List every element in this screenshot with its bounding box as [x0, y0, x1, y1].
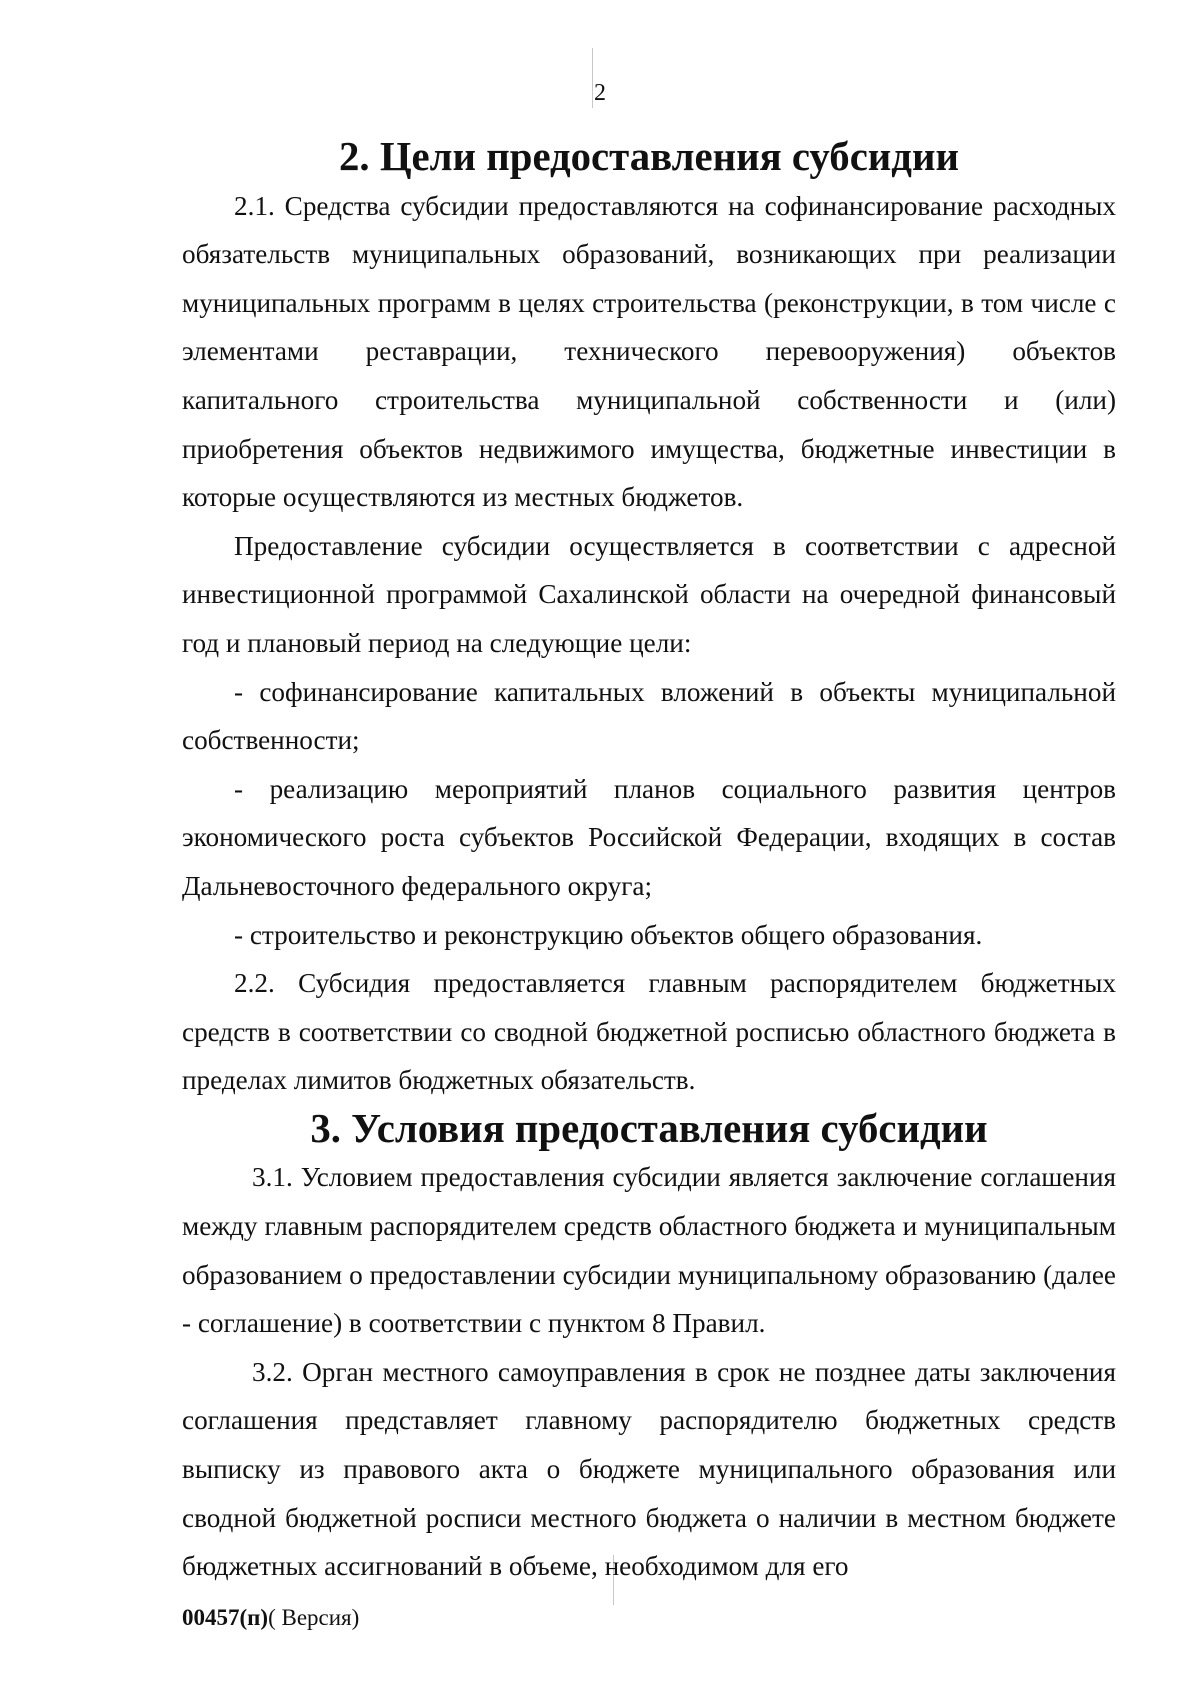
document-body — [182, 133, 1116, 1591]
list-item-cofinancing: - софинансирование капитальных вложений в объекты муниципальной собственности; — [182, 676, 1116, 756]
paragraph-provision-purposes: Предоставление субсидии осуществляется в соответствии с адресной инвестиционной программой Сахалинской области на очередной финансовый год и плановый период на следующие цели: — [182, 530, 1116, 658]
section-heading-conditions: 3. Условия предоставления субсидии — [310, 1105, 988, 1151]
paragraph-2-2: 2.2. Субсидия предоставляется главным распорядителем бюджетных средств в соответствии со сводной бюджетной росписью областного бюджета в пределах лимитов бюджетных обязательств. — [182, 968, 1116, 1096]
paragraph-3-1: 3.1. Условием предоставления субсидии является заключение соглашения между главным распорядителем средств областного бюджета и муниципальным образованием о предоставлении субсидии муниципальному образованию (далее - соглашение) в соответствии с пунктом 8 Правил. — [182, 1162, 1116, 1339]
document-footer — [182, 1605, 359, 1631]
document-code: 00457(п) — [182, 1605, 269, 1630]
document-version: ( Версия) — [268, 1605, 360, 1630]
list-item-education-construction: - строительство и реконструкцию объектов общего образования. — [234, 919, 983, 950]
section-heading-goals: 2. Цели предоставления субсидии — [339, 134, 959, 179]
paragraph-2-1: 2.1. Средства субсидии предоставляются на софинансирование расходных обязательств муниципальных образований, возникающих при реализации муниципальных программ в целях строительства (реконструкции, в том числе с элементами реставрации, технического перевооружения) объектов капитального строительства муниципальной собственности и (или) приобретения объектов недвижимого имущества, бюджетные инвестиции в которые осуществляются из местных бюджетов. — [182, 190, 1116, 513]
page-number: 2 — [594, 80, 606, 106]
paragraph-3-2: 3.2. Орган местного самоуправления в срок не позднее даты заключения соглашения представляет главному распорядителю бюджетных средств выписку из правового акта о бюджете муниципального образования или сводной бюджетной росписи местного бюджета о наличии в местном бюджете бюджетных ассигнований в объеме, необходимом для его — [182, 1356, 1116, 1582]
list-item-social-development: - реализацию мероприятий планов социального развития центров экономического роста субъектов Российской Федерации, входящих в состав Дальневосточного федерального округа; — [182, 773, 1116, 901]
